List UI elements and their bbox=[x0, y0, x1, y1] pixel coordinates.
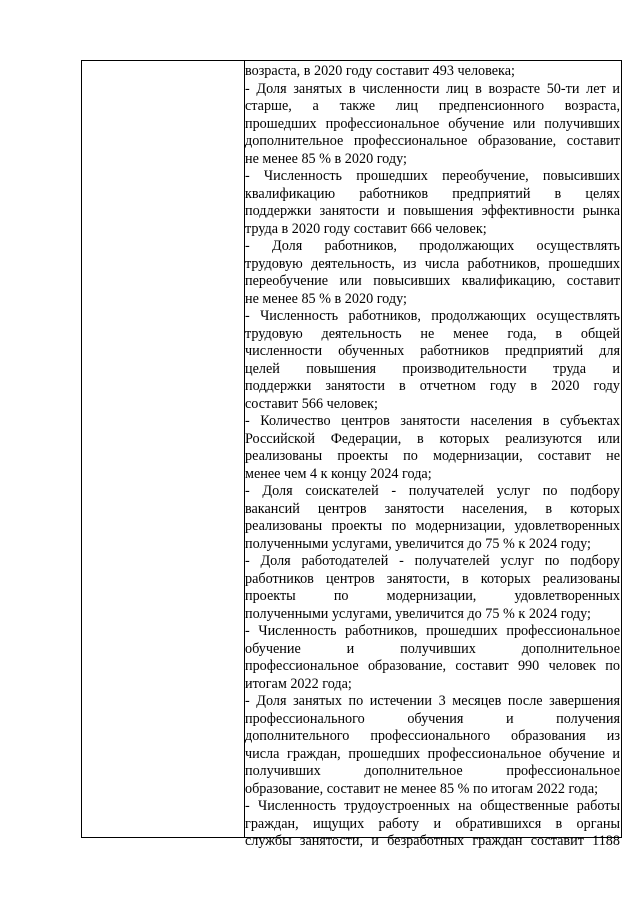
text-line: не менее 85 % в 2020 году; bbox=[245, 150, 407, 167]
text-line: граждан, ищущих работу и обратившихся в органы bbox=[245, 815, 620, 832]
text-line: дополнительное профессиональное образование, составит bbox=[245, 133, 620, 149]
table-cell-left bbox=[82, 61, 244, 837]
text-line: квалификацию работников предприятий в целях bbox=[245, 185, 620, 202]
text-line: труда в 2020 году составит 666 человек; bbox=[245, 220, 487, 237]
text-line: целей повышения производительности труда и bbox=[245, 360, 620, 377]
text-line: - Доля работодателей - получателей услуг по подбору bbox=[245, 553, 620, 569]
text-line: реализованы проекты по модернизации, удовлетворенных bbox=[245, 518, 620, 534]
text-line: составит 566 человек; bbox=[245, 395, 378, 412]
text-line: получивших дополнительное профессиональное bbox=[245, 763, 620, 779]
text-line: - Доля занятых в численности лиц в возрасте 50-ти лет и bbox=[245, 80, 620, 97]
text-line: профессионального обучения и получения bbox=[245, 710, 620, 727]
text-line: полученными услугами, увеличится до 75 % к 2024 году; bbox=[245, 535, 591, 552]
table-cell-right bbox=[245, 61, 621, 849]
text-line: не менее 85 % в 2020 году; bbox=[245, 290, 407, 307]
text-line: менее чем 4 к концу 2024 года; bbox=[245, 465, 432, 482]
text-line: службы занятости, и безработных граждан составит 1188 bbox=[245, 833, 620, 849]
text-line: реализованы проекты по модернизации, составит не bbox=[245, 448, 620, 464]
text-line: вакансий центров занятости населения, в которых bbox=[245, 500, 620, 517]
text-line: переобучение или повысивших квалификацию, составит bbox=[245, 273, 620, 289]
text-line: трудовую деятельность, из числа работников, прошедших bbox=[245, 255, 620, 272]
document-table bbox=[81, 60, 622, 849]
text-line: обучение и получивших дополнительное bbox=[245, 640, 620, 657]
text-line: работников центров занятости, в которых реализованы bbox=[245, 570, 620, 587]
text-line: возраста, в 2020 году составит 493 человека; bbox=[245, 63, 515, 79]
text-line: образование, составит не менее 85 % по итогам 2022 года; bbox=[245, 780, 599, 797]
text-line: численности обученных работников предприятий для bbox=[245, 343, 620, 359]
text-line: профессиональное образование, составит 990 человек по bbox=[245, 658, 620, 674]
text-line: - Численность трудоустроенных на общественные работы bbox=[245, 798, 620, 814]
text-line: прошедших профессиональное обучение или получивших bbox=[245, 115, 620, 132]
text-line: - Доля соискателей - получателей услуг по подбору bbox=[245, 483, 620, 499]
text-line: дополнительного профессионального образования из bbox=[245, 728, 620, 744]
text-line: итогам 2022 года; bbox=[245, 675, 352, 692]
text-line: - Количество центров занятости населения в субъектах bbox=[245, 413, 620, 429]
text-line: старше, а также лиц предпенсионного возраста, bbox=[245, 98, 620, 114]
text-line: - Численность прошедших переобучение, повысивших bbox=[245, 168, 620, 184]
text-line: числа граждан, прошедших профессиональное обучение и bbox=[245, 745, 620, 762]
text-line: Российской Федерации, в которых реализуются или bbox=[245, 430, 620, 447]
text-line: - Численность работников, прошедших профессиональное bbox=[245, 623, 620, 639]
text-line: поддержки занятости в отчетном году в 2020 году bbox=[245, 378, 620, 394]
text-line: проекты по модернизации, удовлетворенных bbox=[245, 588, 620, 604]
text-line: поддержки занятости и повышения эффективности рынка bbox=[245, 203, 620, 219]
text-line: трудовую деятельность не менее года, в общей bbox=[245, 325, 620, 342]
text-line: полученными услугами, увеличится до 75 % к 2024 году; bbox=[245, 605, 591, 622]
text-line: - Доля занятых по истечении 3 месяцев после завершения bbox=[245, 693, 620, 709]
text-line: - Доля работников, продолжающих осуществлять bbox=[245, 238, 620, 254]
text-line: - Численность работников, продолжающих осуществлять bbox=[245, 308, 620, 324]
